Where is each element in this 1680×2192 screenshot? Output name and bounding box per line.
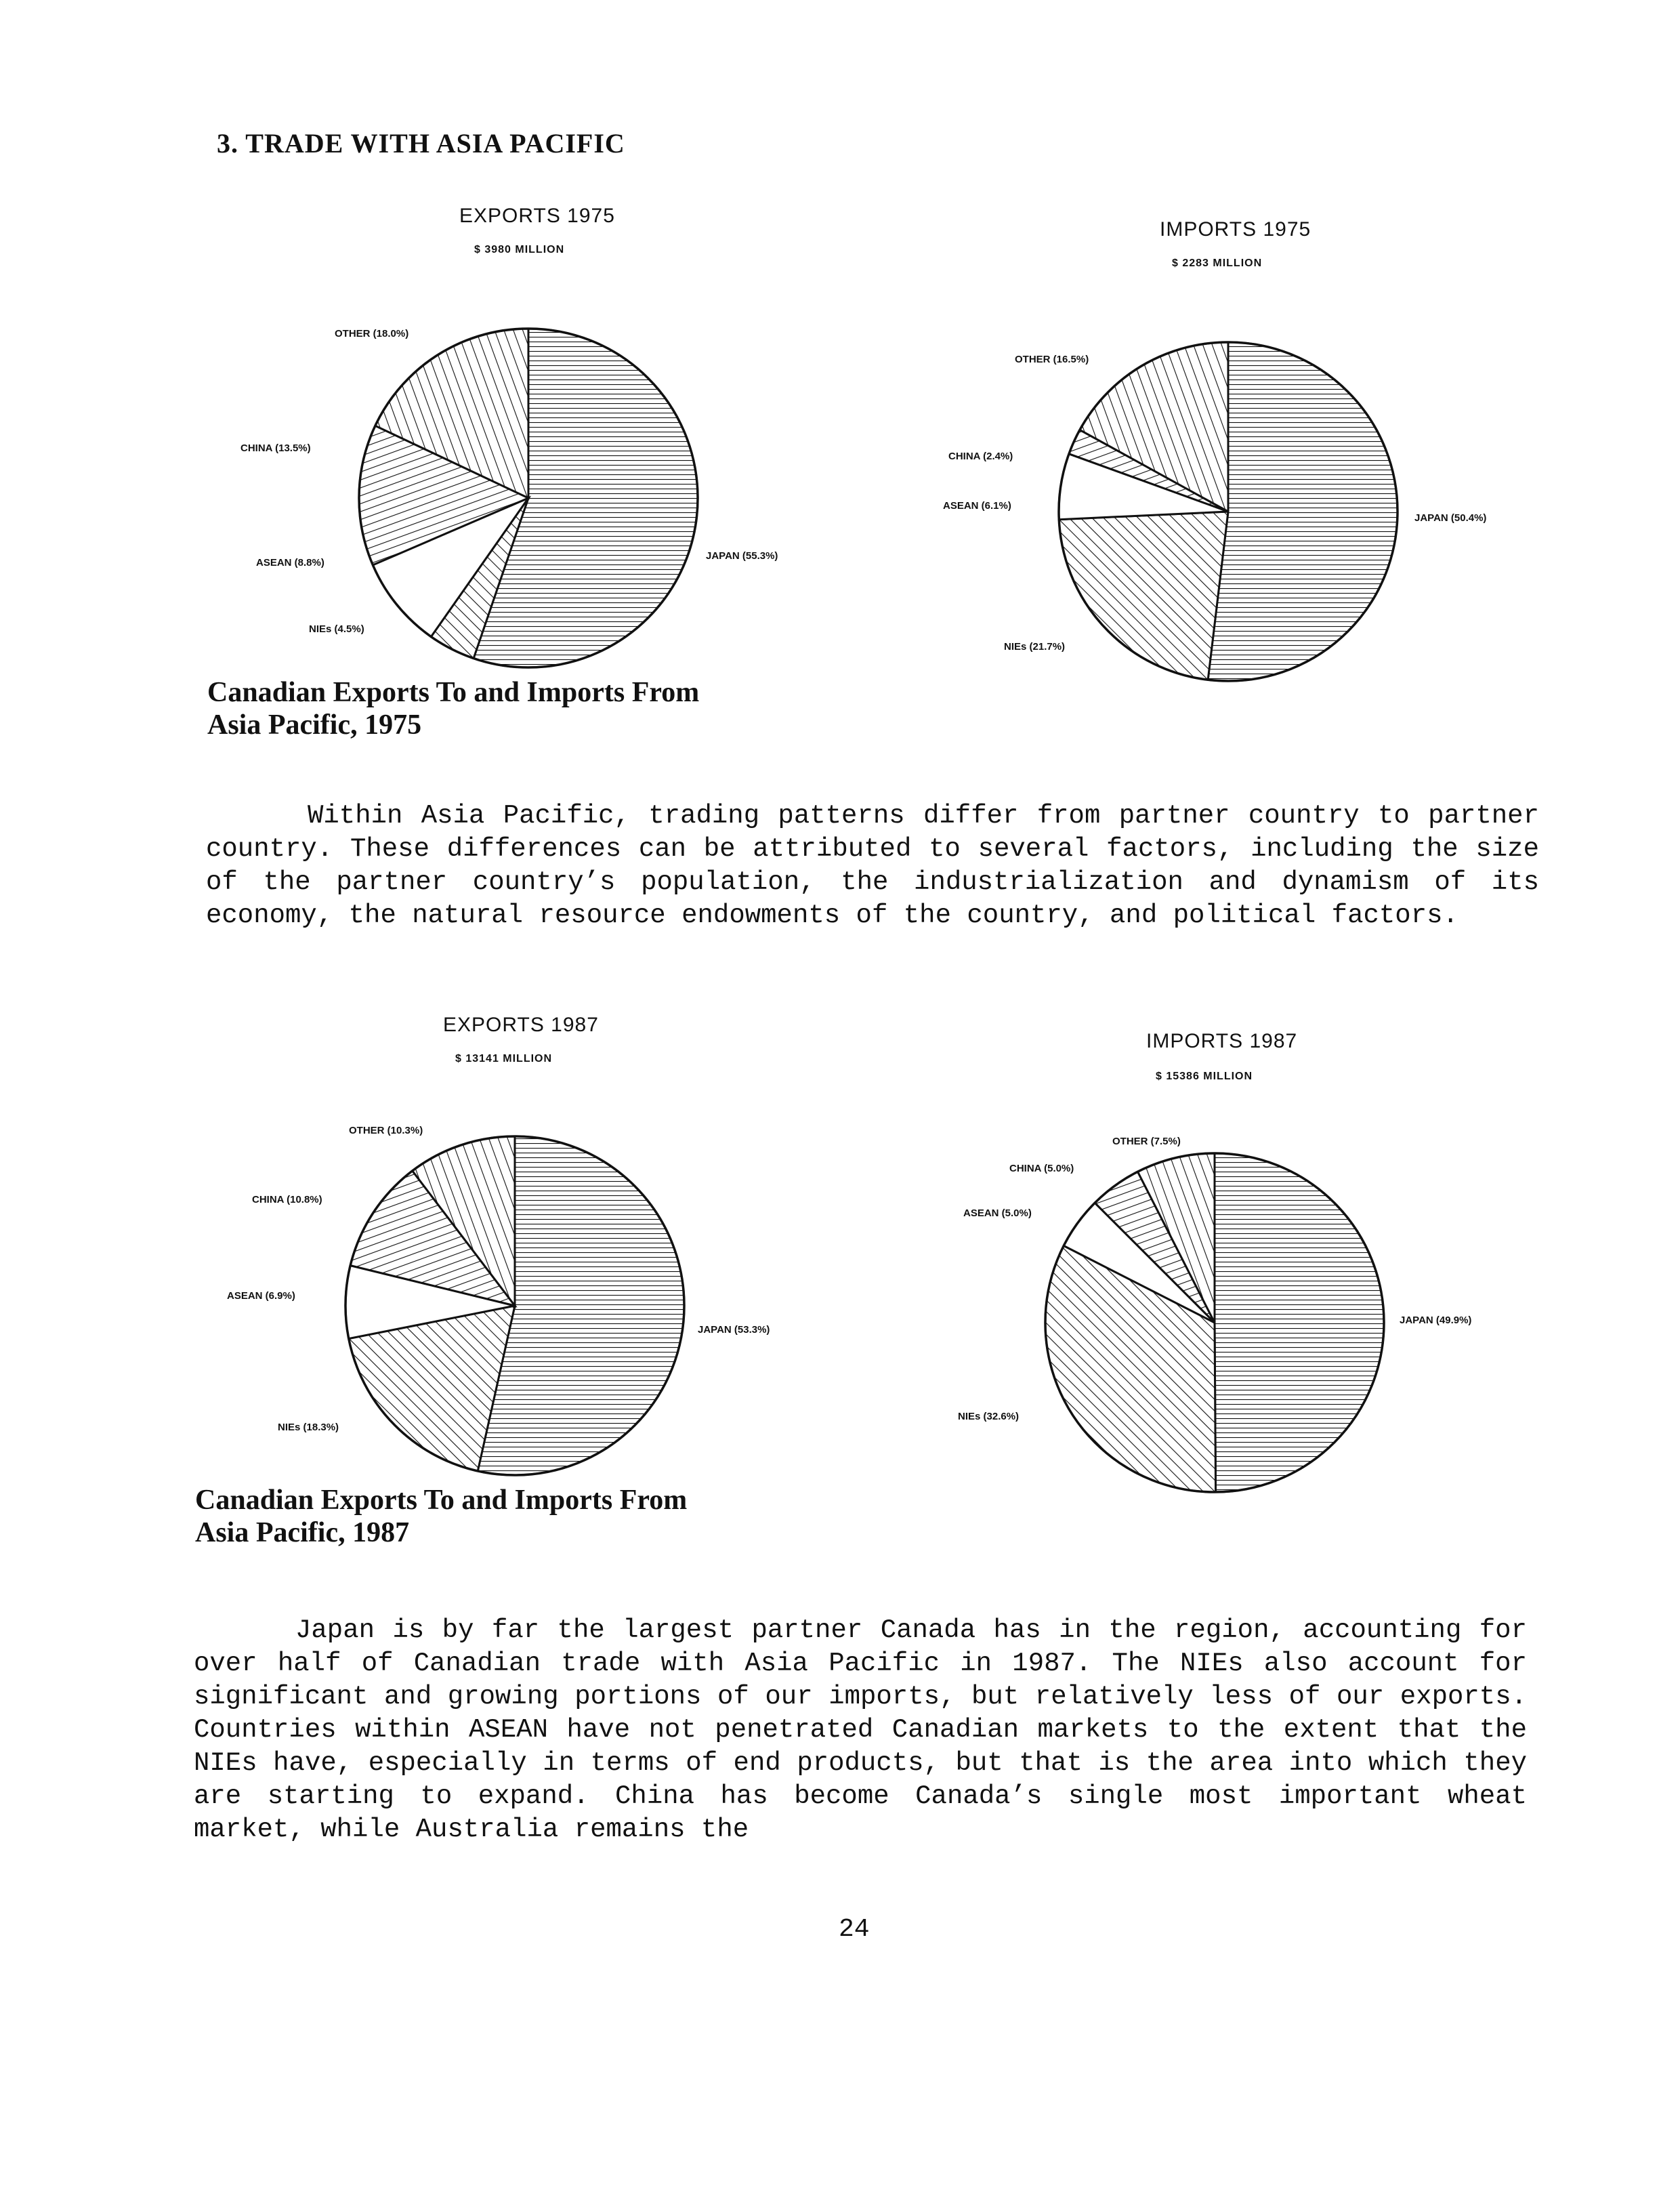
- paragraph-japan-partner-text: Japan is by far the largest partner Canada has in the region, accounting for over half of Canadian trade with Asia Pacific in 1987. The NIEs also account for significant and growing portions of our imports, but relatively less of our exports. Countries within ASEAN have not penetrated Canadian markets to the extent that the NIEs have, especially in terms of end products, but that is the area into which they are starting to expand. China has become Canada’s single most important wheat market, while Australia remains the: [194, 1615, 1527, 1844]
- caption-1987-line1: Canadian Exports To and Imports From: [195, 1485, 688, 1516]
- label-china-imports-1987: CHINA (5.0%): [1009, 1163, 1074, 1174]
- chart-subtitle-exports-1987: $ 13141 MILLION: [455, 1053, 553, 1064]
- pie-slice-japan: [1215, 1153, 1384, 1492]
- chart-subtitle-imports-1975: $ 2283 MILLION: [1172, 257, 1263, 269]
- label-china-exports-1975: CHINA (13.5%): [240, 442, 311, 454]
- label-japan-exports-1975: JAPAN (55.3%): [706, 550, 778, 562]
- label-other-imports-1987: OTHER (7.5%): [1112, 1136, 1181, 1147]
- caption-1975-line1: Canadian Exports To and Imports From: [207, 677, 700, 708]
- label-china-imports-1975: CHINA (2.4%): [948, 451, 1013, 462]
- label-asean-exports-1975: ASEAN (8.8%): [256, 557, 324, 568]
- caption-1987-line2: Asia Pacific, 1987: [195, 1517, 410, 1548]
- label-china-exports-1987: CHINA (10.8%): [252, 1194, 322, 1205]
- section-heading: 3. TRADE WITH ASIA PACIFIC: [217, 128, 625, 159]
- caption-1975-line2: Asia Pacific, 1975: [207, 709, 422, 741]
- label-nies-exports-1975: NIEs (4.5%): [309, 623, 364, 635]
- label-nies-imports-1975: NIEs (21.7%): [1004, 641, 1066, 653]
- chart-title-exports-1987: EXPORTS 1987: [443, 1014, 599, 1036]
- label-japan-imports-1975: JAPAN (50.4%): [1414, 512, 1487, 524]
- paragraph-trading-patterns-text: Within Asia Pacific, trading patterns differ from partner country to partner country. These differences can be attributed to several factors, including the size of the partner country’s population, the industrialization and dynamism of its economy, the natural resource endowments of the country, and political factors.: [206, 801, 1539, 930]
- label-asean-imports-1987: ASEAN (5.0%): [963, 1207, 1032, 1219]
- label-other-imports-1975: OTHER (16.5%): [1015, 354, 1089, 365]
- chart-title-imports-1975: IMPORTS 1975: [1160, 218, 1311, 241]
- chart-title-exports-1975: EXPORTS 1975: [459, 205, 615, 227]
- label-nies-imports-1987: NIEs (32.6%): [958, 1411, 1020, 1422]
- label-other-exports-1975: OTHER (18.0%): [335, 328, 409, 339]
- label-nies-exports-1987: NIEs (18.3%): [278, 1422, 339, 1433]
- chart-subtitle-exports-1975: $ 3980 MILLION: [474, 244, 565, 255]
- paragraph-japan-partner: [194, 1614, 1527, 1846]
- label-asean-imports-1975: ASEAN (6.1%): [943, 500, 1011, 512]
- chart-subtitle-imports-1987: $ 15386 MILLION: [1156, 1071, 1253, 1082]
- label-asean-exports-1987: ASEAN (6.9%): [227, 1290, 295, 1302]
- label-other-exports-1987: OTHER (10.3%): [349, 1125, 423, 1136]
- page-number: 24: [839, 1915, 870, 1944]
- label-japan-imports-1987: JAPAN (49.9%): [1400, 1315, 1472, 1326]
- chart-title-imports-1987: IMPORTS 1987: [1146, 1030, 1298, 1052]
- label-japan-exports-1987: JAPAN (53.3%): [698, 1324, 770, 1336]
